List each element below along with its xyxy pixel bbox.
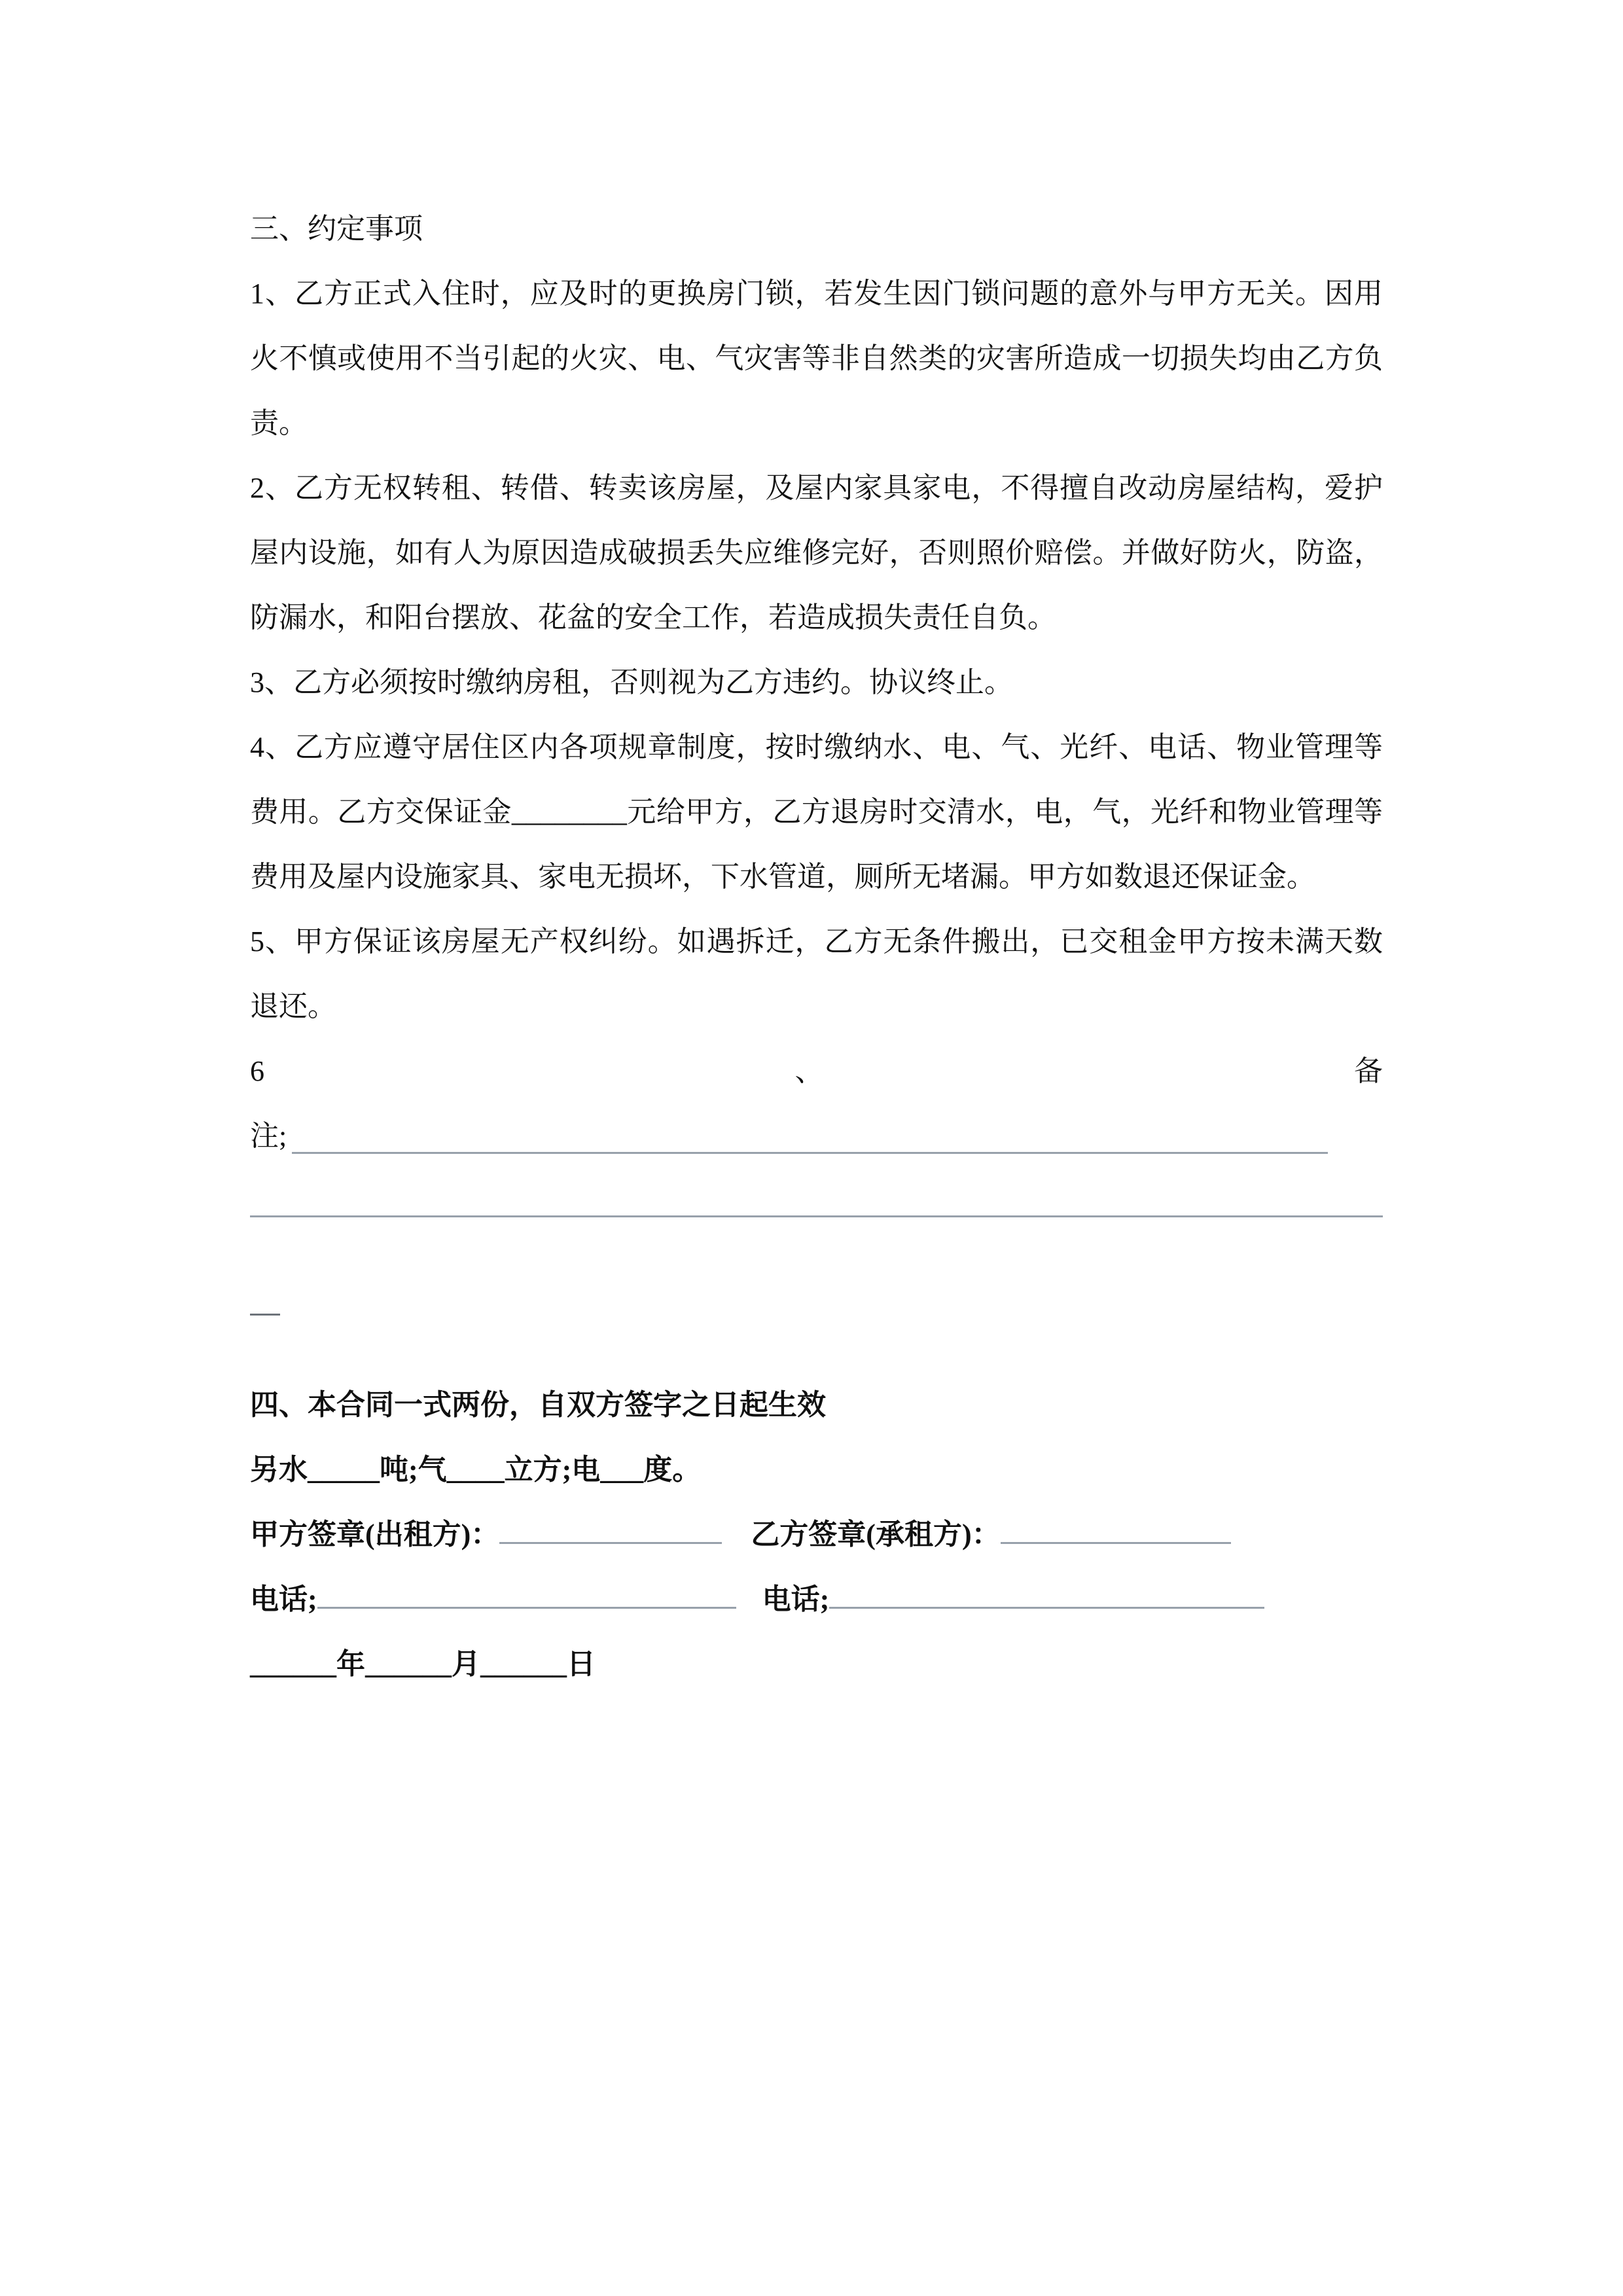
remark-blank-rule [292, 1103, 1328, 1154]
party-a-phone-label: 电话; [250, 1583, 317, 1615]
clause: 3、乙方必须按时缴纳房租，否则视为乙方违约。协议终止。 [250, 666, 1013, 698]
remark-label: 注; [250, 1120, 287, 1152]
clause: 2、乙方无权转租、转借、转卖该房屋，及屋内家具家电，不得擅自改动房屋结构，爱护屋内设施，如有人为原因造成破损丢失应维修完好，否则照价赔偿。并做好防火，防盗，防漏水，和阳台摆放、花盆的安全工作，若造成损失责任自负。 [250, 472, 1383, 634]
remark-blank-rule-short [250, 1314, 280, 1316]
clause: 5、甲方保证该房屋无产权纠纷。如遇拆迁，乙方无条件搬出，已交租金甲方按未满天数退还。 [250, 925, 1383, 1022]
clause-list [250, 261, 1383, 1039]
clause: 1、乙方正式入住时，应及时的更换房门锁，若发生因门锁问题的意外与甲方无关。因用火不慎或使用不当引起的火灾、电、气灾害等非自然类的灾害所造成一切损失均由乙方负责。 [250, 278, 1383, 439]
phone-line [250, 1567, 1383, 1632]
remark-char: 备 [1354, 1055, 1383, 1087]
party-a-signature-label: 甲方签章(出租方)： [250, 1518, 500, 1551]
remark-number: 6 [250, 1055, 264, 1087]
party-a-phone-blank [317, 1600, 736, 1609]
utilities-line: 另水_____吨;气____立方;电___度。 [250, 1454, 702, 1486]
party-b-signature-blank [1001, 1535, 1231, 1544]
remark-comma: 、 [794, 1055, 824, 1087]
section-four-heading: 四、本合同一式两份，自双方签字之日起生效 [250, 1389, 826, 1421]
party-b-phone-blank [829, 1600, 1264, 1609]
remark-label-line [250, 1103, 1383, 1168]
remark-blank-rule-full [250, 1215, 1383, 1217]
party-a-signature-blank [499, 1535, 722, 1544]
signature-line [250, 1502, 1383, 1567]
remark-blank-row [250, 1215, 1383, 1287]
remark-spread-line [250, 1039, 1383, 1103]
party-b-signature-label: 乙方签章(承租方)： [751, 1518, 1001, 1551]
remark-short-row [250, 1314, 1383, 1372]
party-b-phone-label: 电话; [762, 1583, 830, 1615]
clause: 4、乙方应遵守居住区内各项规章制度，按时缴纳水、电、气、光纤、电话、物业管理等费用。乙方交保证金________元给甲方，乙方退房时交清水，电，气，光纤和物业管理等费用及屋内设施家具、家电无损坏，下水管道，厕所无堵漏。甲方如数退还保证金。 [250, 731, 1383, 893]
date-line: ______年______月______日 [250, 1648, 596, 1680]
section-three-heading: 三、约定事项 [250, 213, 423, 245]
